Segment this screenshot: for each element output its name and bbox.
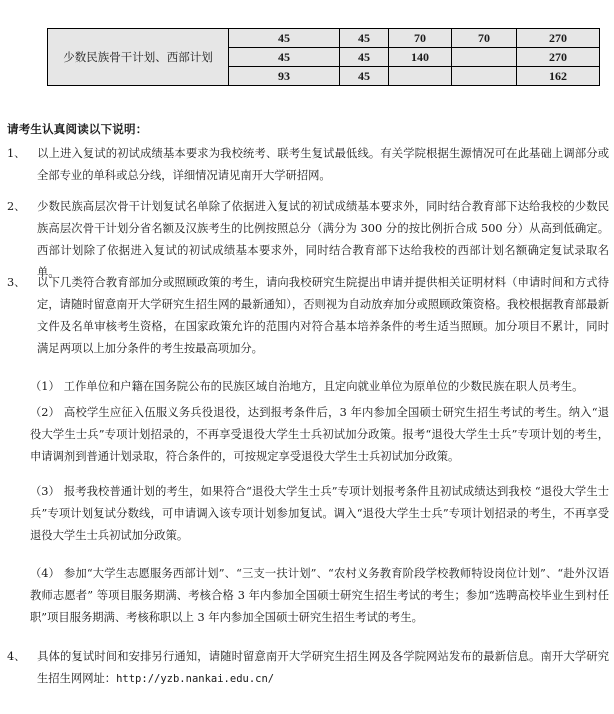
table-cell: 45 xyxy=(229,48,340,67)
subitem-number: （3） xyxy=(30,485,60,498)
note-item-2 xyxy=(7,196,609,284)
table-cell: 45 xyxy=(229,29,340,48)
note-number: 4、 xyxy=(7,650,26,663)
table-cell xyxy=(389,67,452,86)
note-text: 以下几类符合教育部加分或照顾政策的考生，请向我校研究生院提出申请并提供相关证明材料（申请时间和方式待定，请随时留意南开大学研究生招生网的最新通知），否则视为自动放弃加分或照顾政策资格。我校根据教育部最新文件及名单审核考生资格，在国家政策允许的范围内对符合基本培养条件的考生适当照顾。加分项目不累计，同时满足两项以上加分条件的考生按最高项加分。 xyxy=(37,276,609,355)
table-cell: 45 xyxy=(340,67,389,86)
notes-heading: 请考生认真阅读以下说明： xyxy=(7,122,148,136)
note-item-4 xyxy=(7,646,609,690)
note-text: 具体的复试时间和安排另行通知，请随时留意南开大学研究生招生网及各学院网站发布的最新信息。南开大学研究生招生网网址： xyxy=(37,650,609,685)
note-subitem-3 xyxy=(30,481,609,547)
table-cell: 70 xyxy=(452,29,517,48)
subitem-number: （1） xyxy=(30,380,60,393)
category-cell: 少数民族骨干计划、西部计划 xyxy=(48,29,229,86)
admissions-url-link[interactable]: http://yzb.nankai.edu.cn/ xyxy=(116,673,275,685)
score-table xyxy=(47,28,600,86)
table-cell xyxy=(452,48,517,67)
note-item-1 xyxy=(7,143,609,187)
subitem-text: 高校学生应征入伍服义务兵役退役，达到报考条件后，3 年内参加全国硕士研究生招生考试的考生。纳入“退役大学生士兵”专项计划招录的，不再享受退役大学生士兵初试加分政策。报考“退役大学生士兵”专项计划的考生，申请调剂到普通计划录取，符合条件的，可按规定享受退役大学生士兵初试加分政策。 xyxy=(30,406,609,463)
table-cell: 93 xyxy=(229,67,340,86)
subitem-text: 工作单位和户籍在国务院公布的民族区域自治地方，且定向就业单位为原单位的少数民族在职人员考生。 xyxy=(63,380,584,393)
table-cell: 45 xyxy=(340,29,389,48)
subitem-number: （2） xyxy=(30,406,60,419)
note-number: 1、 xyxy=(7,147,26,160)
subitem-text: 报考我校普通计划的考生，如果符合“退役大学生士兵”专项计划报考条件且初试成绩达到我校 “退役大学生士兵”专项计划复试分数线，可申请调入该专项计划参加复试。调入“退役大学生士兵”专项计划招录的考生，不再享受退役大学生士兵初试加分政策。 xyxy=(30,485,609,542)
note-text: 以上进入复试的初试成绩基本要求为我校统考、联考生复试最低线。有关学院根据生源情况可在此基础上调部分或全部专业的单科或总分线，详细情况请见南开大学研招网。 xyxy=(37,147,609,182)
note-number: 3、 xyxy=(7,276,26,289)
note-subitem-2 xyxy=(30,402,609,468)
table-cell: 162 xyxy=(517,67,600,86)
table-cell: 270 xyxy=(517,29,600,48)
table-cell xyxy=(452,67,517,86)
note-item-3 xyxy=(7,272,609,360)
note-subitem-1 xyxy=(30,376,609,398)
subitem-text: 参加“大学生志愿服务西部计划”、“三支一扶计划”、“农村义务教育阶段学校教师特设岗位计划”、“赴外汉语教师志愿者” 等项目服务期满、考核合格 3 年内参加全国硕士研究生招生考试的考生；参加“选聘高校毕业生到村任职”项目服务期满、考核称职以上 3 年内参加全国硕士研究生招生考试的考生。 xyxy=(30,567,609,624)
note-subitem-4 xyxy=(30,563,609,629)
note-number: 2、 xyxy=(7,200,26,213)
note-text: 少数民族高层次骨干计划复试名单除了依据进入复试的初试成绩基本要求外，同时结合教育部下达给我校的少数民族高层次骨干计划分省名额及汉族考生的比例按照总分（满分为 300 分的按比例折合成 500 分）从高到低确定。西部计划除了依据进入复试的初试成绩基本要求外，同时结合教育部下达给我校的西部计划名额确定复试录取名单。 xyxy=(37,200,609,279)
table-cell: 70 xyxy=(389,29,452,48)
subitem-number: （4） xyxy=(30,567,60,580)
table-cell: 270 xyxy=(517,48,600,67)
table-row xyxy=(48,29,600,48)
table-cell: 140 xyxy=(389,48,452,67)
table-cell: 45 xyxy=(340,48,389,67)
